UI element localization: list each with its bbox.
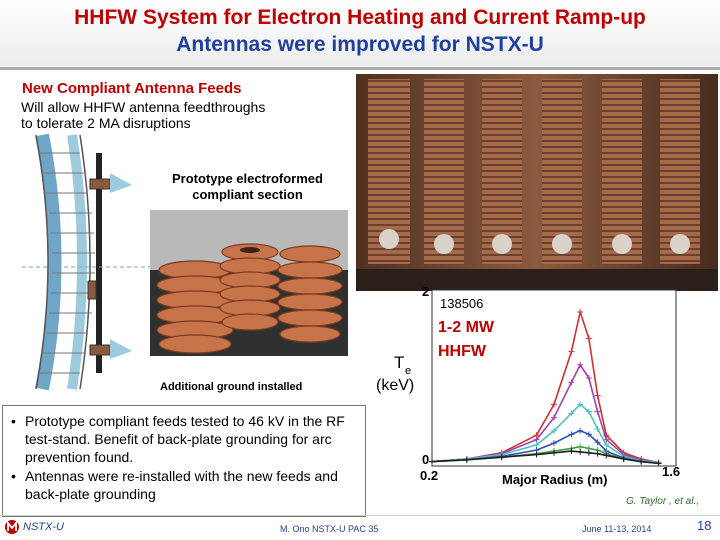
title-divider (0, 67, 720, 70)
antenna-drawing (22, 133, 150, 391)
subtext-line-2: to tolerate 2 MA disruptions (21, 115, 191, 131)
shot-label: 138506 (440, 296, 484, 311)
hhfw-label (438, 316, 494, 364)
title-line-1: HHFW System for Electron Heating and Current Ramp-up (74, 6, 646, 29)
footer-divider (0, 515, 720, 516)
page-number: 18 (697, 518, 712, 533)
x-tick-left: 0.2 (420, 468, 439, 483)
subheading: New Compliant Antenna Feeds (22, 80, 242, 97)
subtext-line-1: Will allow HHFW antenna feedthroughs (21, 99, 266, 115)
antenna-photo (356, 74, 718, 291)
y-axis-subscript: e (405, 365, 412, 377)
bullet-item: • Prototype compliant feeds tested to 46 kV in the RF test-stand. Benefit of back-plate grounding for arc prevention found. (25, 412, 365, 466)
compliant-section-photo (150, 210, 348, 356)
logo-text: NSTX-U (23, 521, 64, 533)
y-axis-label: T (394, 353, 405, 372)
nstx-logo-icon (4, 519, 20, 535)
hhfw-line-1: 1-2 MW (438, 319, 494, 336)
y-tick-bottom: 0 (422, 452, 430, 467)
te-profile-plot (372, 284, 702, 490)
y-axis-unit: (keV) (376, 377, 415, 394)
footer-center: M. Ono NSTX-U PAC 35 (280, 524, 379, 534)
hhfw-line-2: HHFW (438, 343, 486, 360)
compliant-label-line-2: compliant section (192, 187, 303, 202)
x-axis-label: Major Radius (m) (502, 472, 608, 487)
slide-title (0, 4, 720, 58)
footer-date: June 11-13, 2014 (582, 524, 652, 534)
subheading-text (21, 99, 351, 131)
compliant-section-label (155, 171, 340, 203)
x-tick-right: 1.6 (662, 464, 681, 479)
credit-text: G. Taylor , et al., (626, 496, 699, 507)
y-tick-top: 2 (422, 284, 430, 299)
compliant-label-line-1: Prototype electroformed (172, 171, 323, 186)
ground-label: Additional ground installed (160, 381, 303, 393)
bullet-box (2, 405, 366, 517)
bullet-item: • Antennas were re-installed with the new feeds and back-plate grounding (25, 467, 365, 503)
title-line-2: Antennas were improved for NSTX-U (176, 33, 544, 56)
